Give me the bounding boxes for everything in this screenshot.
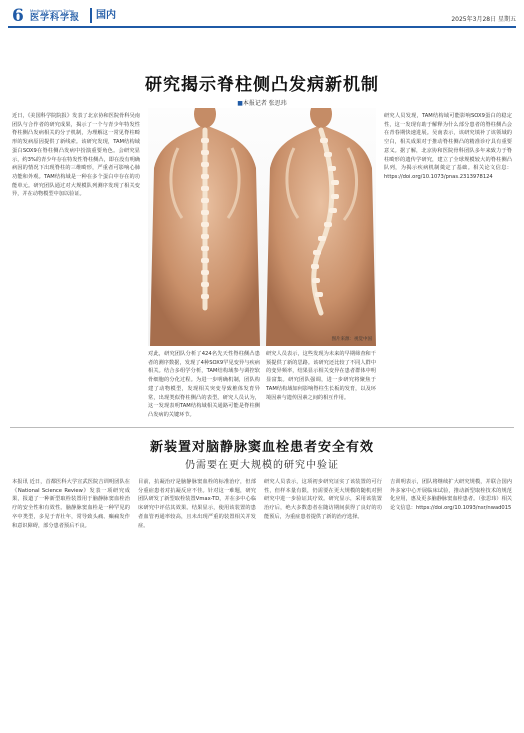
article-divider	[10, 427, 514, 428]
article2-subtitle: 仍需要在更大规模的研究中验证	[185, 460, 339, 471]
article2-title: 新装置对脑静脉窦血栓患者安全有效	[149, 440, 374, 455]
torso-straight-spine	[150, 108, 260, 346]
logo-english: Medical Advances Today	[30, 8, 74, 13]
article1-column-4: 研究人员发现，TAM结构域可能影响SOX9蛋白的稳定性，这一发现有助于解释为什么部分患者的脊柱侧凸会在青春期快速进展。吴南表示，该研究填补了该领域的空白，相关成果对于推动脊柱侧凸的精准诊疗具有重要意义。据了解，北京协和医院骨科团队多年来致力于脊柱畸形的遗传学研究，建立了全球规模较大的脊柱侧凸队列，为揭示疾病机制奠定了基础。相关论文信息：https://doi.org/10.1073/pnas.2313978124	[384, 113, 512, 180]
article1-column-2: 对此，研究团队分析了424名先天性脊柱侧凸患者的测序数据，发现了4种SOX9罕见变异与疾病相关。结合多组学分析，TAM结构域参与调控软骨细胞的分化过程。为进一步明确机制，团队构建了动物模型，发现相关突变导致椎体发育异常，出现类似脊柱侧凸的表型。研究人员认为，这一发现表明TAM结构域相关通路可能是脊柱侧凸发病的关键环节。	[148, 351, 260, 418]
section-tag: 国内	[90, 8, 120, 23]
article1-byline: ■本报记者 张思玮	[237, 100, 287, 107]
article2-column-1: 本报讯 近日，首都医科大学宣武医院吉训明团队在《National Science Review》发表一项研究成果，报道了一种新型取栓装置用于脑静脉窦血栓治疗的安全性和有效性。脑静脉窦血栓是一种罕见的卒中类型，多见于青壮年，常导致头痛、癫痫发作和意识障碍，部分患者预后不良。	[12, 479, 130, 529]
article2-column-4: 吉训明表示，团队将继续扩大研究规模，并联合国内外多家中心开展临床试验，推动新型取栓技术的规范化应用，惠及更多脑静脉窦血栓患者。（张思玮）相关论文信息：https://doi.org/10.1093/nsr/nwad015	[390, 479, 512, 512]
article1-byline-text: 本报记者 张思玮	[242, 100, 287, 107]
article2-column-3: 研究人员表示，这项初步研究证实了该装置的可行性，但样本量有限，仍需要在更大规模的随机对照研究中进一步验证其疗效。研究显示，采用该装置治疗后，绝大多数患者在随访期间获得了良好的功能预后，为重症患者提供了新的治疗选择。	[264, 479, 382, 520]
article1-column-3: 研究人员表示，这些发现为未来的早期筛查和干预提供了新的思路。该研究还比较了不同人群中的变异频率，结果显示相关变异在患者群体中明显富集。研究团队强调，进一步研究将聚焦于TAM结构域如何影响脊柱生长板的发育，以及环境因素与遗传因素之间的相互作用。	[266, 351, 376, 401]
article2-column-2: 目前，抗凝治疗是脑静脉窦血栓的标准治疗，但部分重症患者对抗凝反应不佳。针对这一难题，研究团队研发了新型取栓装置Vmax-TD，并在多中心临床研究中评估其效果。结果显示，使用该装置的患者血管再通率较高，且未出现严重的装置相关并发症。	[138, 479, 256, 529]
photo-credit: 图片来源：视觉中国	[331, 337, 372, 342]
page-header	[8, 6, 516, 28]
article1-title: 研究揭示脊柱侧凸发病新机制	[145, 75, 379, 95]
publication-date: 2025年3月28日 星期五	[451, 16, 516, 23]
torso-curved-spine	[266, 108, 376, 346]
page-number: 6	[12, 6, 24, 26]
logo-chinese: 医学科学报	[30, 13, 81, 23]
spine-photo	[148, 108, 376, 346]
article1-column-1: 近日，《美国科学院院报》发表了北京协和医院骨科吴南团队与合作者的研究成果，揭示了一个与青少年特发性脊柱侧凸发病相关的分子机制，为理解这一常见脊柱畸形的发病原因提供了新线索。该研究发现，TAM结构域蛋白SOX9在脊柱侧凸发病中扮演重要角色。会研究显示，约3%的青少年存在特发性脊柱侧凸，即在没有明确病因的情况下出现脊柱的三维畸形，严重者可影响心肺功能和外观。TAM结构域是一种在多个蛋白中存在的功能单元。研究团队通过对大规模队列测序发现了相关变异，并在动物模型中加以验证。	[12, 113, 140, 198]
spine-illustration	[148, 108, 376, 346]
